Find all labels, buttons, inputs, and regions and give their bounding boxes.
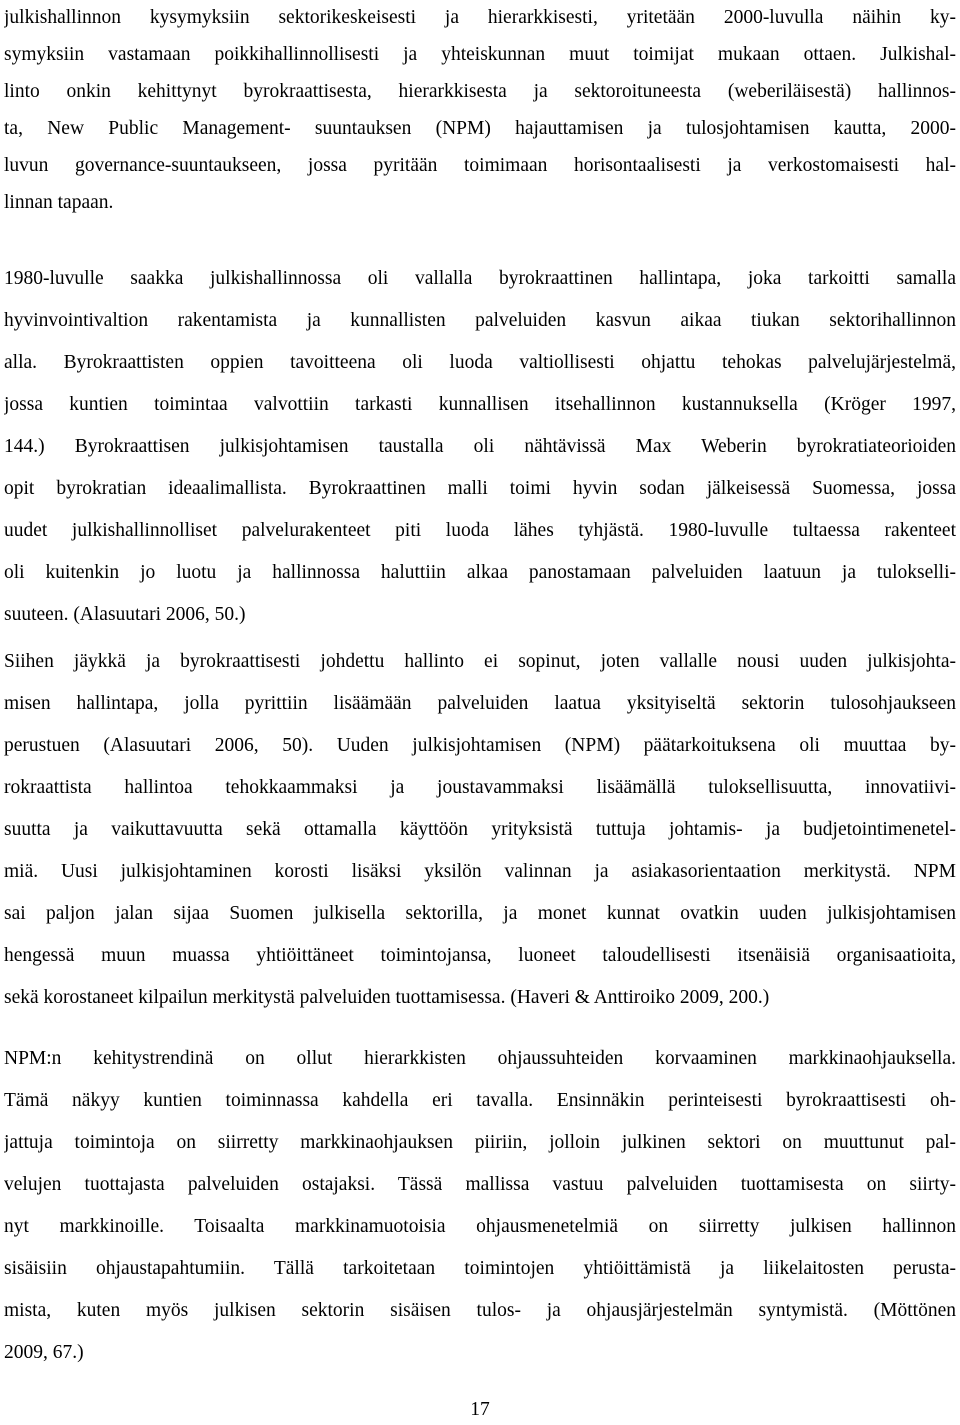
text-line: Tämä näkyy kuntien toiminnassa kahdella eri tavalla. Ensinnäkin perinteisesti byrokraattisesti oh- [4,1090,956,1111]
text-line: linto onkin kehittynyt byrokraattisesta, hierarkkisesta ja sektoroituneesta (weberiläisestä) hallinnos- [4,81,956,102]
text-line: NPM:n kehitystrendinä on ollut hierarkkisten ohjaussuhteiden korvaaminen markkinaohjauksella. [4,1048,956,1069]
text-line: julkishallinnon kysymyksiin sektorikeskeisesti ja hierarkkisesti, yritetään 2000-luvulla näihin ky- [4,7,956,28]
text-line: Siihen jäykkä ja byrokraattisesti johdettu hallinto ei sopinut, joten vallalle nousi uuden julkisjohta- [4,651,956,672]
text-line: suuteen. (Alasuutari 2006, 50.) [4,604,246,625]
text-line: miä. Uusi julkisjohtaminen korosti lisäksi yksilön valinnan ja asiakasorientaation merkitystä. NPM [4,861,956,882]
text-line: hengessä muun muassa yhtiöittäneet toimintojansa, luoneet taloudellisesti itsenäisiä organisaatioita, [4,945,956,966]
text-line: misen hallintapa, jolla pyrittiin lisäämään palveluiden laatua yksityiseltä sektorin tulosohjaukseen [4,693,956,714]
text-line: nyt markkinoille. Toisaalta markkinamuotoisia ohjausmenetelmiä on siirretty julkisen hallinnon [4,1216,956,1237]
text-line: oli kuitenkin jo luotu ja hallinnossa haluttiin alkaa panostamaan palveluiden laatuun ja tulokselli- [4,562,956,583]
text-line: suutta ja vaikuttavuutta sekä ottamalla käyttöön yrityksistä tuttuja johtamis- ja budjetointimenetel- [4,819,956,840]
text-line: 1980-luvulle saakka julkishallinnossa oli vallalla byrokraattinen hallintapa, joka tarkoitti samalla [4,268,956,289]
text-line: sai paljon jalan sijaa Suomen julkisella sektorilla, ja monet kunnat ovatkin uuden julkisjohtamisen [4,903,956,924]
text-line: jattuja toimintoja on siirretty markkinaohjauksen piiriin, jolloin julkinen sektori on muuttunut pal- [4,1132,956,1153]
text-line: sekä korostaneet kilpailun merkitystä palveluiden tuottamisessa. (Haveri & Anttiroiko 2009, 200.) [4,987,770,1008]
text-line: sisäisiin ohjaustapahtumiin. Tällä tarkoitetaan toimintojen yhtiöittämistä ja liikelaitosten perusta- [4,1258,956,1279]
text-line: 144.) Byrokraattisen julkisjohtamisen taustalla oli nähtävissä Max Weberin byrokratiateorioiden [4,436,956,457]
text-line: linnan tapaan. [4,192,114,213]
text-line: symyksiin vastamaan poikkihallinnollisesti ja yhteiskunnan muut toimijat mukaan ottaen. Julkishal- [4,44,956,65]
text-line: jossa kuntien toimintaa valvottiin tarkasti kunnallisen itsehallinnon kustannuksella (Kröger 1997, [4,394,956,415]
text-line: hyvinvointivaltion rakentamista ja kunnallisten palveluiden kasvun aikaa tiukan sektorihallinnon [4,310,956,331]
paragraph-governance-intro [4,0,956,222]
text-line: mista, kuten myös julkisen sektorin sisäisen tulos- ja ohjausjärjestelmän syntymistä. (Möttönen [4,1300,956,1321]
paragraph-market-steering [4,1038,956,1374]
page-number: 17 [470,1399,490,1420]
text-line: opit byrokratian ideaalimallista. Byrokraattinen malli toimi hyvin sodan jälkeisessä Suomessa, jossa [4,478,956,499]
text-line: luvun governance-suuntaukseen, jossa pyritään toimimaan horisontaalisesti ja verkostomaisesti hal- [4,155,956,176]
paragraph-bureaucratic-era [4,258,956,636]
text-line: velujen tuottajasta palveluiden ostajaksi. Tässä mallissa vastuu palveluiden tuottamisesta on siirty- [4,1174,956,1195]
text-line: uudet julkishallinnolliset palvelurakenteet piti luoda lähes tyhjästä. 1980-luvulle tultaessa rakenteet [4,520,956,541]
text-line: 2009, 67.) [4,1342,84,1363]
text-line: perustuen (Alasuutari 2006, 50). Uuden julkisjohtamisen (NPM) päätarkoituksena oli muuttaa by- [4,735,956,756]
text-line: rokraattista hallintoa tehokkaammaksi ja joustavammaksi lisäämällä tuloksellisuutta, innovatiivi- [4,777,956,798]
text-line: alla. Byrokraattisten oppien tavoitteena oli luoda valtiollisesti ohjattu tehokas palvelujärjestelmä, [4,352,956,373]
text-line: ta, New Public Management- suuntauksen (NPM) hajauttamisen ja tulosjohtamisen kautta, 2000- [4,118,956,139]
paragraph-new-public-management [4,641,956,1019]
